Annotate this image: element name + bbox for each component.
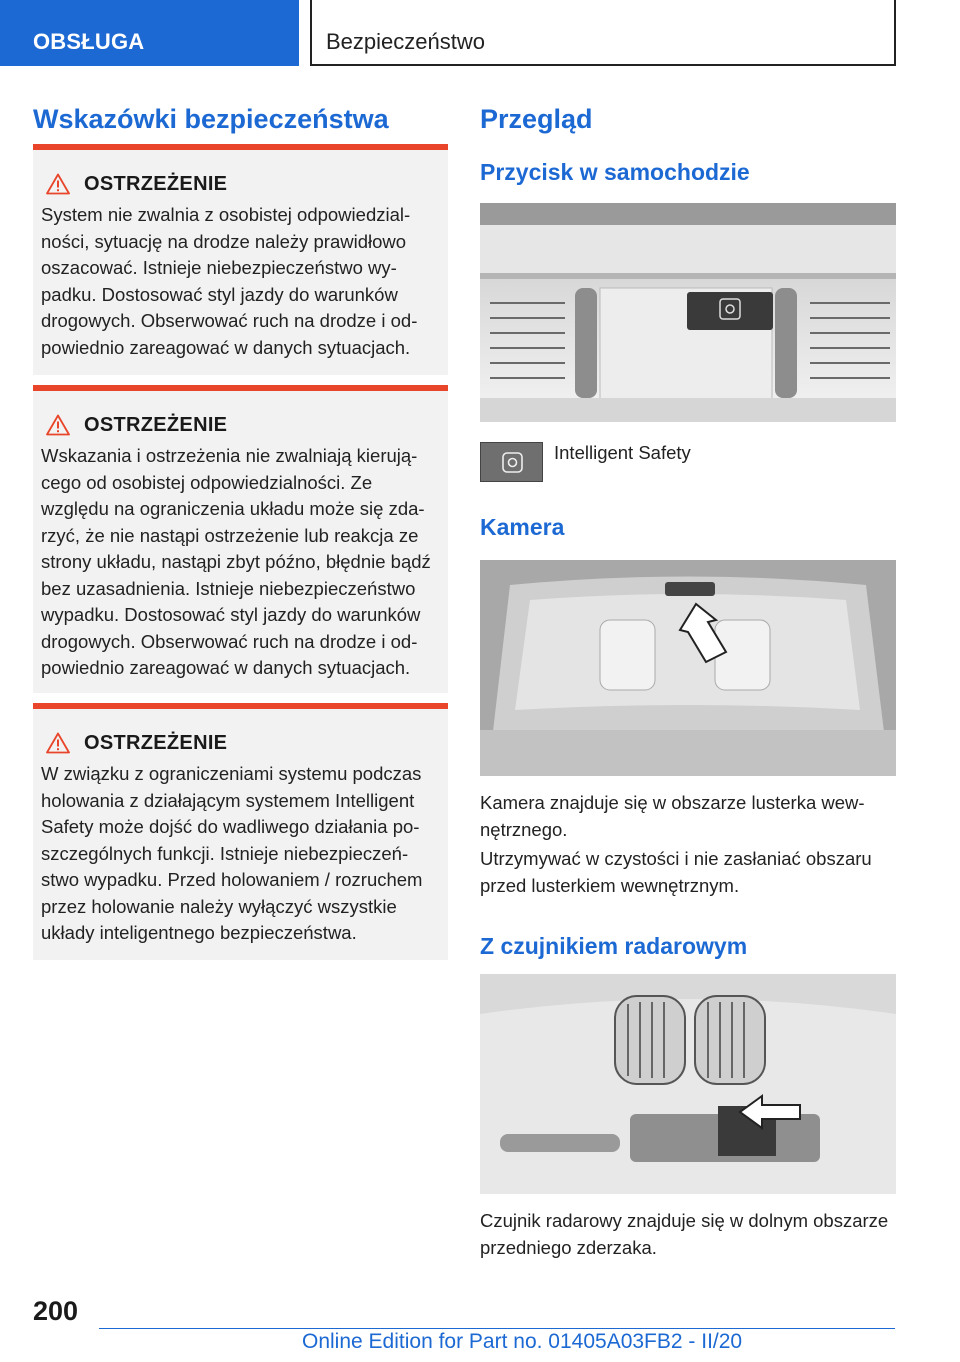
safety-symbol-icon — [481, 443, 544, 483]
chapter-label: Bezpieczeństwo — [326, 29, 485, 54]
camera-heading: Kamera — [480, 514, 565, 540]
warning-box — [33, 703, 448, 960]
warning-box — [33, 385, 448, 693]
section-tab[interactable] — [0, 0, 299, 66]
camera-description: Kamera znajduje się w obszarze lusterka wew- nętrznego. — [480, 792, 865, 840]
button-label: Intelligent Safety — [554, 442, 691, 463]
dashboard-button-image — [480, 203, 896, 422]
radar-description: Czujnik radarowy znajduje się w dolnym obszarze przedniego zderzaka. — [480, 1210, 889, 1258]
warning-triangle-icon — [46, 414, 70, 436]
radar-location-image — [480, 974, 896, 1194]
warning-box — [33, 144, 448, 375]
warning-title — [46, 409, 440, 441]
warning-triangle-icon — [46, 173, 70, 195]
warning-label: OSTRZEŻENIE — [84, 731, 228, 754]
right-column — [480, 100, 896, 138]
warning-title — [46, 168, 440, 200]
warning-text: W związku z ograniczeniami systemu podczas holowania z działającym systemem Intelligent Safety może dojść do wadliwego działania po- szczególnych funkcji. Istnieje niebezpieczeń- stwo wypadku. Przed holowaniem / rozruchem przez holowanie należy wyłączyć wszystkie układy inteligentnego bezpieczeństwa. — [41, 763, 423, 943]
page-header — [0, 0, 960, 66]
warning-title — [46, 727, 440, 759]
safety-tips-heading: Wskazówki bezpieczeństwa — [33, 104, 389, 134]
page-number: 200 — [33, 1296, 79, 1326]
left-column — [33, 100, 448, 138]
section-label: OBSŁUGA — [33, 29, 145, 54]
intelligent-safety-button-icon — [480, 442, 543, 482]
chapter-tab[interactable] — [310, 0, 896, 66]
car-front-illustration — [480, 974, 896, 1194]
radar-heading: Z czujnikiem radarowym — [480, 933, 748, 959]
footer-divider — [99, 1328, 895, 1329]
dashboard-illustration — [480, 203, 896, 422]
warning-label: OSTRZEŻENIE — [84, 172, 228, 195]
warning-label: OSTRZEŻENIE — [84, 413, 228, 436]
camera-location-image — [480, 560, 896, 776]
overview-heading: Przegląd — [480, 104, 593, 134]
camera-instruction: Utrzymywać w czystości i nie zasłaniać obszaru przed lusterkiem wewnętrznym. — [480, 848, 872, 896]
warning-text: Wskazania i ostrzeżenia nie zwalniają kierują- cego od osobistej odpowiedzialności. Ze względu na ograniczenia układu może się zda- rzyć, że nie nastąpi ostrzeżenie lub reakcja ze strony układu, nastąpi zbyt późno, błędnie bądź bez uzasadnienia. Istnieje niebezpieczeństwo wypadku. Dostosować styl jazdy do warunków drogowych. Obserwować ruch na drodze i od- powiednio zareagować w danych sytuacjach. — [41, 445, 431, 678]
car-interior-illustration — [480, 560, 896, 776]
warning-text: System nie zwalnia z osobistej odpowiedzial- ności, sytuację na drodze należy prawidłowo oszacować. Istnieje niebezpieczeństwo wy- padku. Dostosować styl jazdy do warunków drogowych. Obserwować ruch na drodze i od- powiednio zareagować w danych sytuacjach. — [41, 204, 418, 358]
button-heading: Przycisk w samochodzie — [480, 159, 750, 185]
warning-triangle-icon — [46, 732, 70, 754]
edition-link[interactable]: Online Edition for Part no. 01405A03FB2 - II/20 — [302, 1330, 743, 1353]
